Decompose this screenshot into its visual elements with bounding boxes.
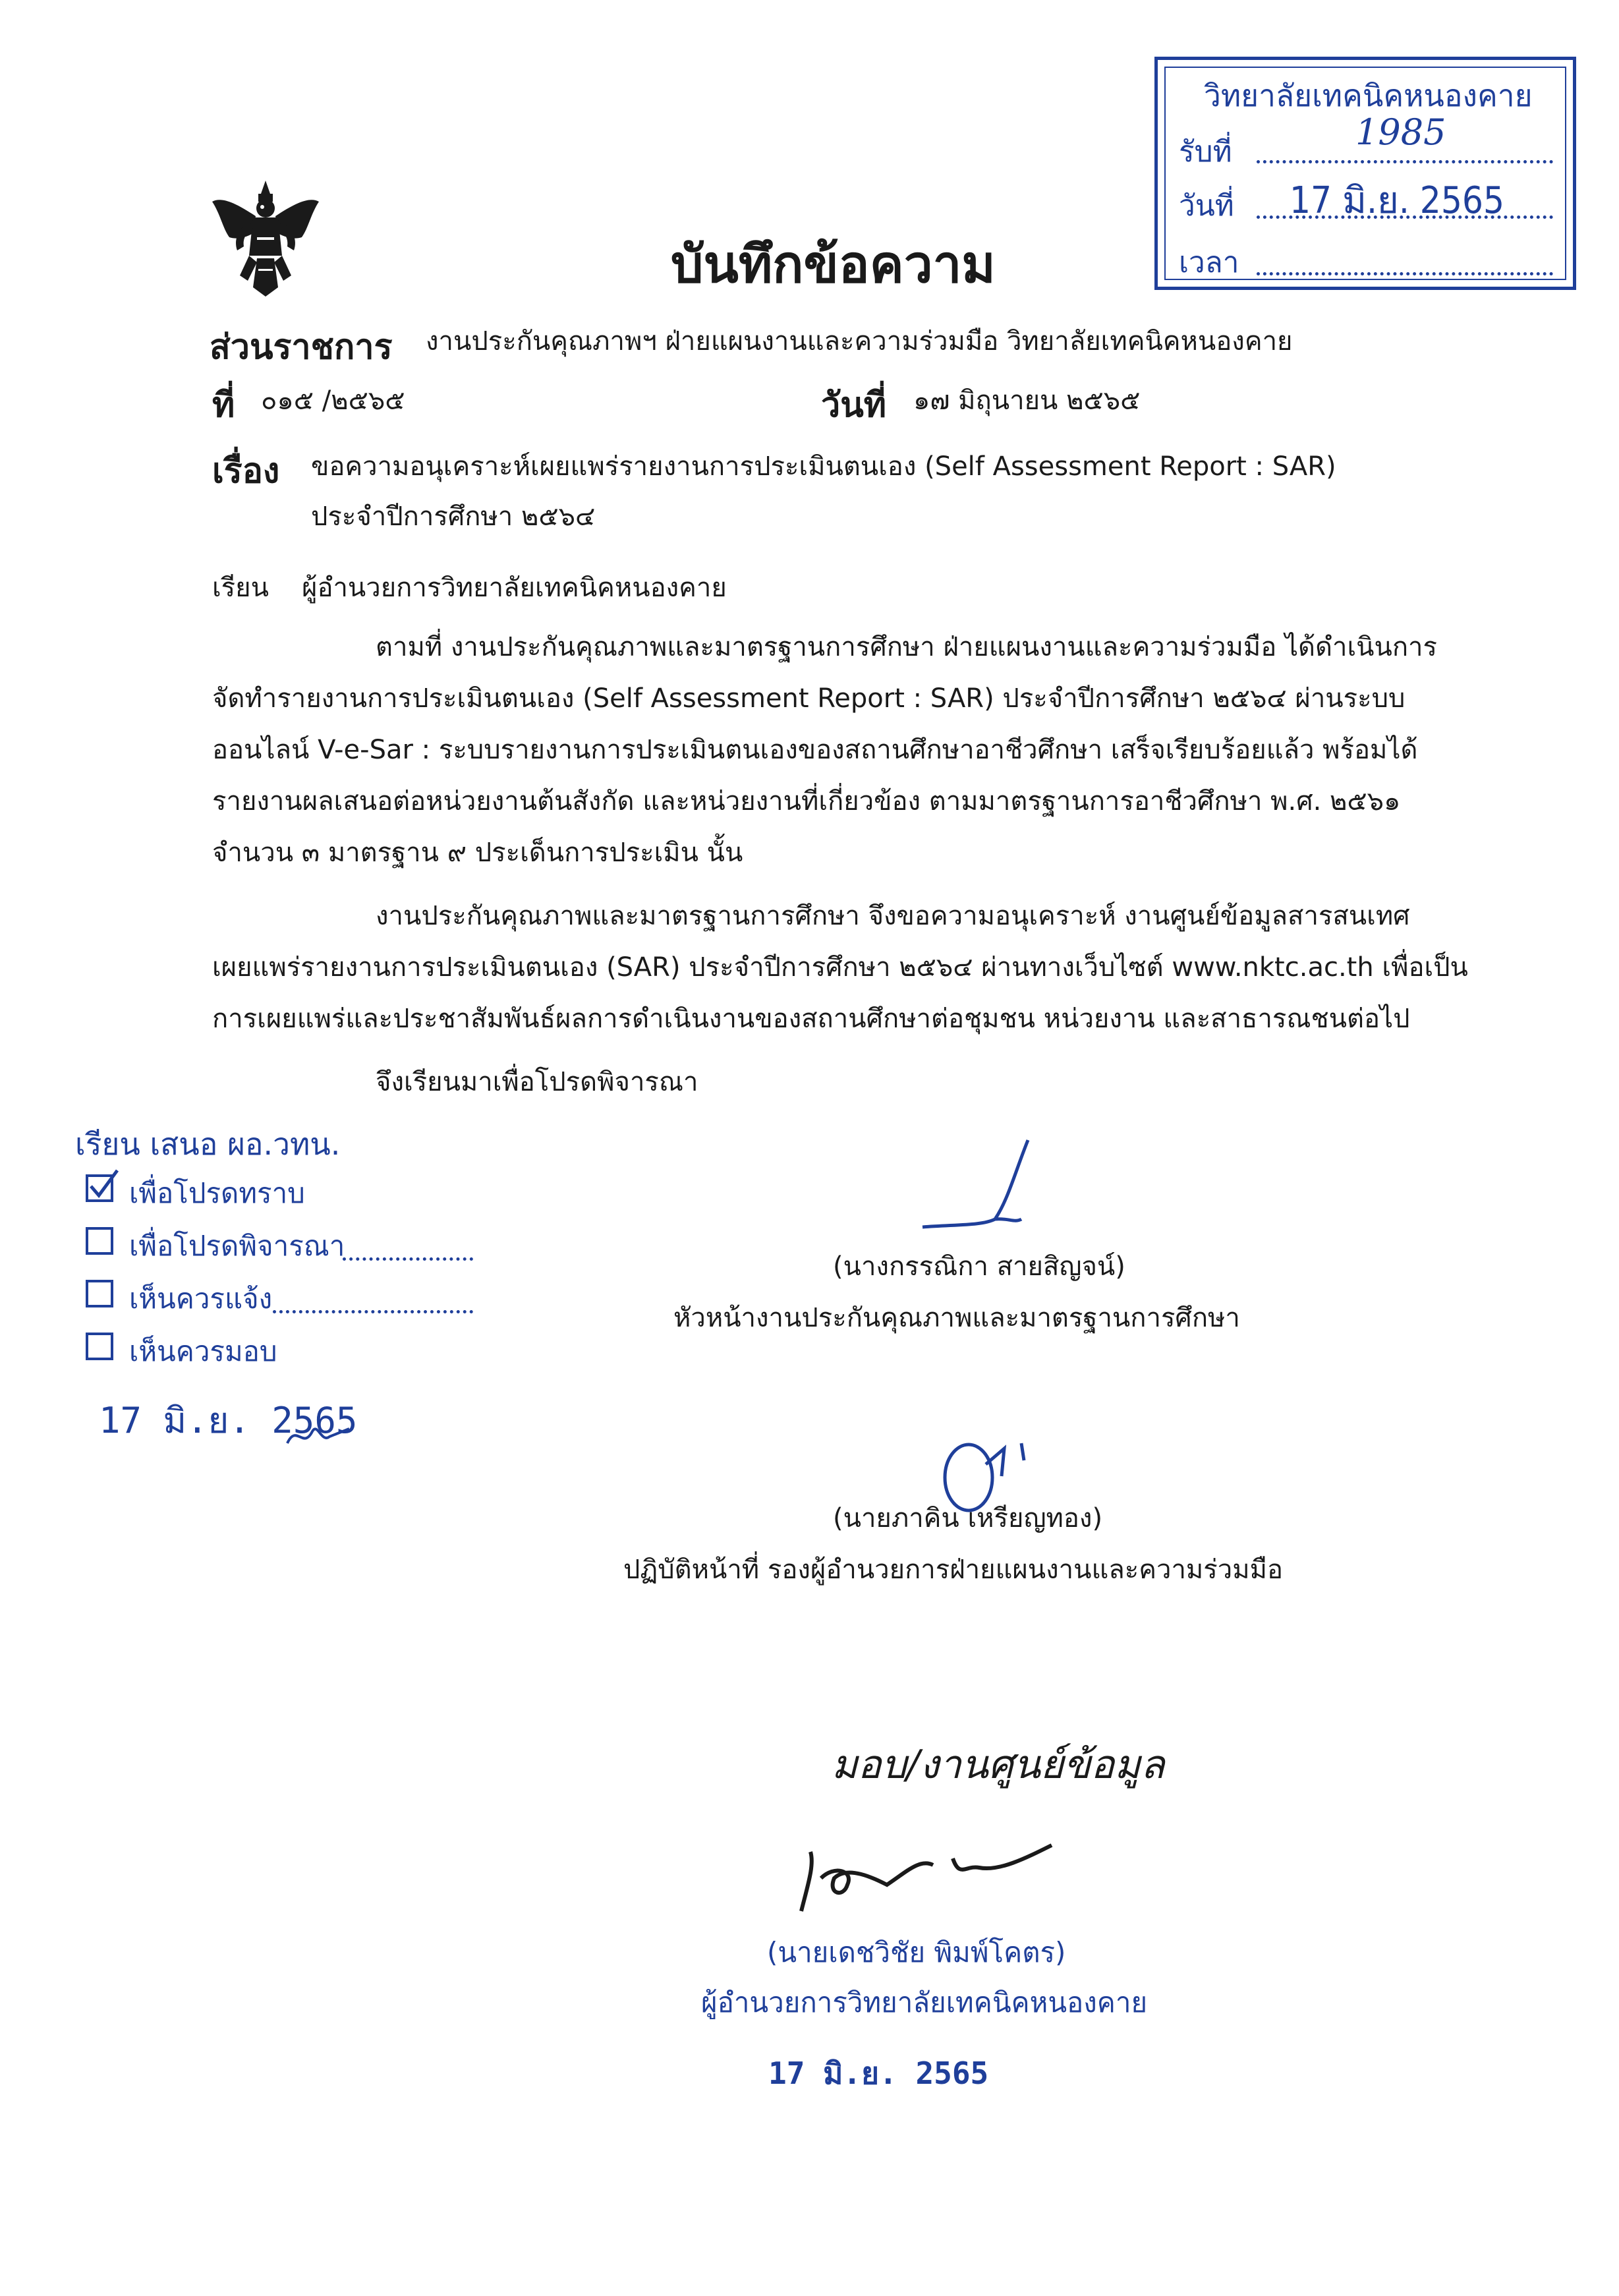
closing-line: จึงเรียนมาเพื่อโปรดพิจารณา	[376, 1067, 698, 1097]
approval-initials-signature	[283, 1417, 356, 1456]
signer-3-name: (นายเดชวิชัย พิมพ์โคตร)	[767, 1936, 1066, 1968]
subject-label: เรื่อง	[212, 451, 280, 491]
signer-1-title: หัวหน้างานประกันคุณภาพและมาตรฐานการศึกษา	[673, 1303, 1240, 1333]
para1-line-1: ตามที่ งานประกันคุณภาพและมาตรฐานการศึกษา ฝ่ายแผนงานและความร่วมมือ ได้ดำเนินการ	[376, 632, 1437, 662]
check-mark-icon	[87, 1168, 121, 1202]
memo-title: บันทึกข้อความ	[671, 235, 996, 295]
stamp-recv-label: รับที่	[1179, 135, 1232, 169]
stamp-date-label: วันที่	[1179, 189, 1234, 223]
signer-2-name: (นายภาคิน เหรียญทอง)	[833, 1503, 1103, 1534]
director-handwritten-note: มอบ/งานศูนย์ข้อมูล	[832, 1742, 1165, 1788]
checkbox-notify[interactable]	[86, 1280, 113, 1307]
signer-3-date-stamp: 17 มิ.ย. 2565	[768, 2055, 989, 2091]
doc-number-value: ๐๑๕ /๒๕๖๕	[261, 386, 405, 416]
option-notify-label: เห็นควรแจ้ง	[129, 1282, 273, 1315]
signer-2-title: ปฏิบัติหน้าที่ รองผู้อำนวยการฝ่ายแผนงานและความร่วมมือ	[623, 1555, 1283, 1585]
salutation-label: เรียน	[212, 573, 269, 603]
signature-director	[788, 1839, 1065, 1924]
signer-1-name: (นางกรรณิกา สายสิญจน์)	[833, 1251, 1125, 1282]
para2-line-1: งานประกันคุณภาพและมาตรฐานการศึกษา จึงขอความอนุเคราะห์ งานศูนย์ข้อมูลสารสนเทศ	[376, 901, 1410, 931]
garuda-emblem-icon	[210, 177, 322, 299]
receiving-stamp	[1154, 57, 1576, 290]
checkbox-assign[interactable]	[86, 1333, 113, 1360]
checkbox-acknowledge[interactable]	[86, 1174, 113, 1202]
doc-date-label: วันที่	[821, 386, 887, 425]
para1-line-2: จัดทำรายงานการประเมินตนเอง (Self Assessment Report : SAR) ประจำปีการศึกษา ๒๕๖๔ ผ่านระบบ	[212, 683, 1406, 714]
stamp-time-label: เวลา	[1179, 246, 1239, 279]
para1-line-5: จำนวน ๓ มาตรฐาน ๙ ประเด็นการประเมิน นั้น	[212, 838, 743, 868]
signature-1	[916, 1134, 1074, 1232]
option-assign-label: เห็นควรมอบ	[129, 1335, 277, 1367]
checkbox-consider[interactable]	[86, 1227, 113, 1255]
option-acknowledge-label: เพื่อโปรดทราบ	[129, 1177, 305, 1209]
para2-line-3: การเผยแพร่และประชาสัมพันธ์ผลการดำเนินงานของสถานศึกษาต่อชุมชน หน่วยงาน และสาธารณชนต่อไป	[212, 1004, 1410, 1034]
approval-header: เรียน เสนอ ผอ.วทน.	[75, 1126, 341, 1162]
salutation-value: ผู้อำนวยการวิทยาลัยเทคนิคหนองคาย	[302, 573, 727, 603]
para2-line-2: เผยแพร่รายงานการประเมินตนเอง (SAR) ประจำปีการศึกษา ๒๕๖๔ ผ่านทางเว็บไซต์ www.nktc.ac.th เพื่อเป็น	[212, 952, 1468, 983]
signer-3-title: ผู้อำนวยการวิทยาลัยเทคนิคหนองคาย	[701, 1986, 1148, 2019]
doc-date-value: ๑๗ มิถุนายน ๒๕๖๕	[913, 386, 1141, 416]
dept-value: งานประกันคุณภาพฯ ฝ่ายแผนงานและความร่วมมือ วิทยาลัยเทคนิคหนองคาย	[426, 326, 1293, 357]
para1-line-3: ออนไลน์ V-e-Sar : ระบบรายงานการประเมินตนเองของสถานศึกษาอาชีวศึกษา เสร็จเรียบร้อยแล้ว พร้อมได้	[212, 735, 1418, 765]
option-consider-label: เพื่อโปรดพิจารณา	[129, 1230, 345, 1262]
stamp-org: วิทยาลัยเทคนิคหนองคาย	[1204, 78, 1533, 113]
stamp-time-dotline	[1257, 272, 1553, 275]
option-notify-dotline	[273, 1310, 473, 1313]
approval-date-stamp: 17 มิ.ย. 2565	[99, 1400, 358, 1441]
doc-number-label: ที่	[212, 386, 235, 425]
option-consider-dotline	[343, 1257, 473, 1261]
para1-line-4: รายงานผลเสนอต่อหน่วยงานต้นสังกัด และหน่วยงานที่เกี่ยวข้อง ตามมาตรฐานการอาชีวศึกษา พ.ศ. ๒๕๖๑	[212, 786, 1401, 817]
dept-label: ส่วนราชการ	[210, 328, 393, 367]
stamp-recv-dotline	[1257, 160, 1553, 163]
stamp-date-value: 17 มิ.ย. 2565	[1290, 179, 1504, 222]
subject-line-2: ประจำปีการศึกษา ๒๕๖๔	[311, 502, 596, 532]
subject-line-1: ขอความอนุเคราะห์เผยแพร่รายงานการประเมินตนเอง (Self Assessment Report : SAR)	[311, 451, 1336, 482]
stamp-recv-number: 1985	[1355, 111, 1446, 153]
